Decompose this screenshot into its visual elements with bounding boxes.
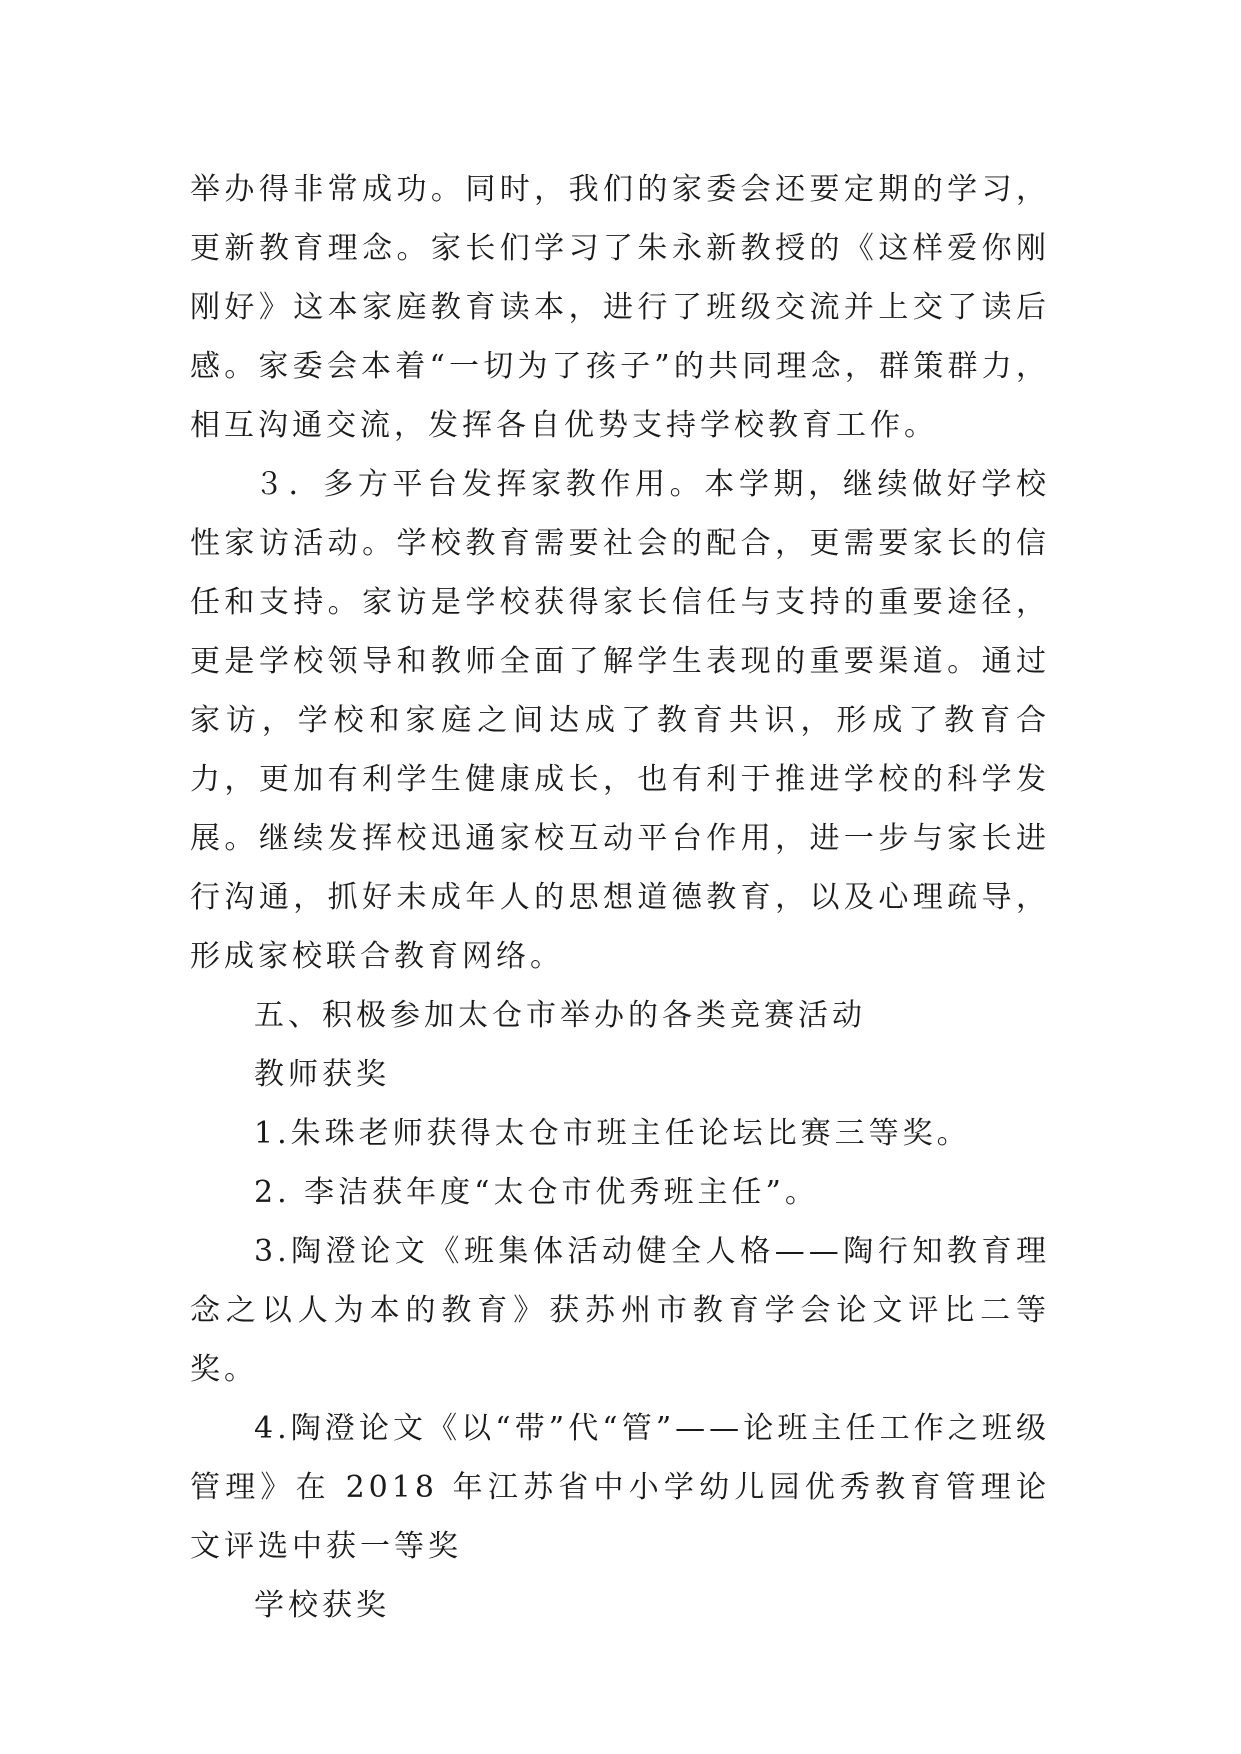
paragraph-item-3-home-visits: ３．多方平台发挥家教作用。本学期，继续做好学校性家访活动。学校教育需要社会的配合，更需要家长的信任和支持。家访是学校获得家长信任与支持的重要途径，更是学校领导和教师全面了解学生表现的重要渠道。通过家访，学校和家庭之间达成了教育共识，形成了教育合力，更加有利学生健康成长，也有利于推进学校的科学发展。继续发挥校迅通家校互动平台作用，进一步与家长进行沟通，抓好未成年人的思想道德教育，以及心理疏导，形成家校联合教育网络。 (190, 467, 1050, 974)
award-item-3: 3.陶澄论文《班集体活动健全人格——陶行知教育理念之以人为本的教育》获苏州市教育学会论文评比二等奖。 (190, 1234, 1050, 1387)
award-item-2: 2. 李洁获年度“太仓市优秀班主任”。 (254, 1175, 819, 1210)
subheading-teacher-awards: 教师获奖 (254, 1057, 390, 1092)
award-item-1: 1.朱珠老师获得太仓市班主任论坛比赛三等奖。 (254, 1116, 971, 1151)
section-heading-competitions: 五、积极参加太仓市举办的各类竞赛活动 (254, 998, 866, 1033)
document-body (190, 160, 1050, 1635)
subheading-school-awards: 学校获奖 (254, 1588, 390, 1623)
paragraph-continuation-parent-committee: 举办得非常成功。同时，我们的家委会还要定期的学习，更新教育理念。家长们学习了朱永新教授的《这样爱你刚刚好》这本家庭教育读本，进行了班级交流并上交了读后感。家委会本着“一切为了孩子”的共同理念，群策群力，相互沟通交流，发挥各自优势支持学校教育工作。 (190, 172, 1050, 443)
award-item-4: 4.陶澄论文《以“带”代“管”——论班主任工作之班级管理》在 2018 年江苏省中小学幼儿园优秀教育管理论文评选中获一等奖 (190, 1411, 1050, 1564)
